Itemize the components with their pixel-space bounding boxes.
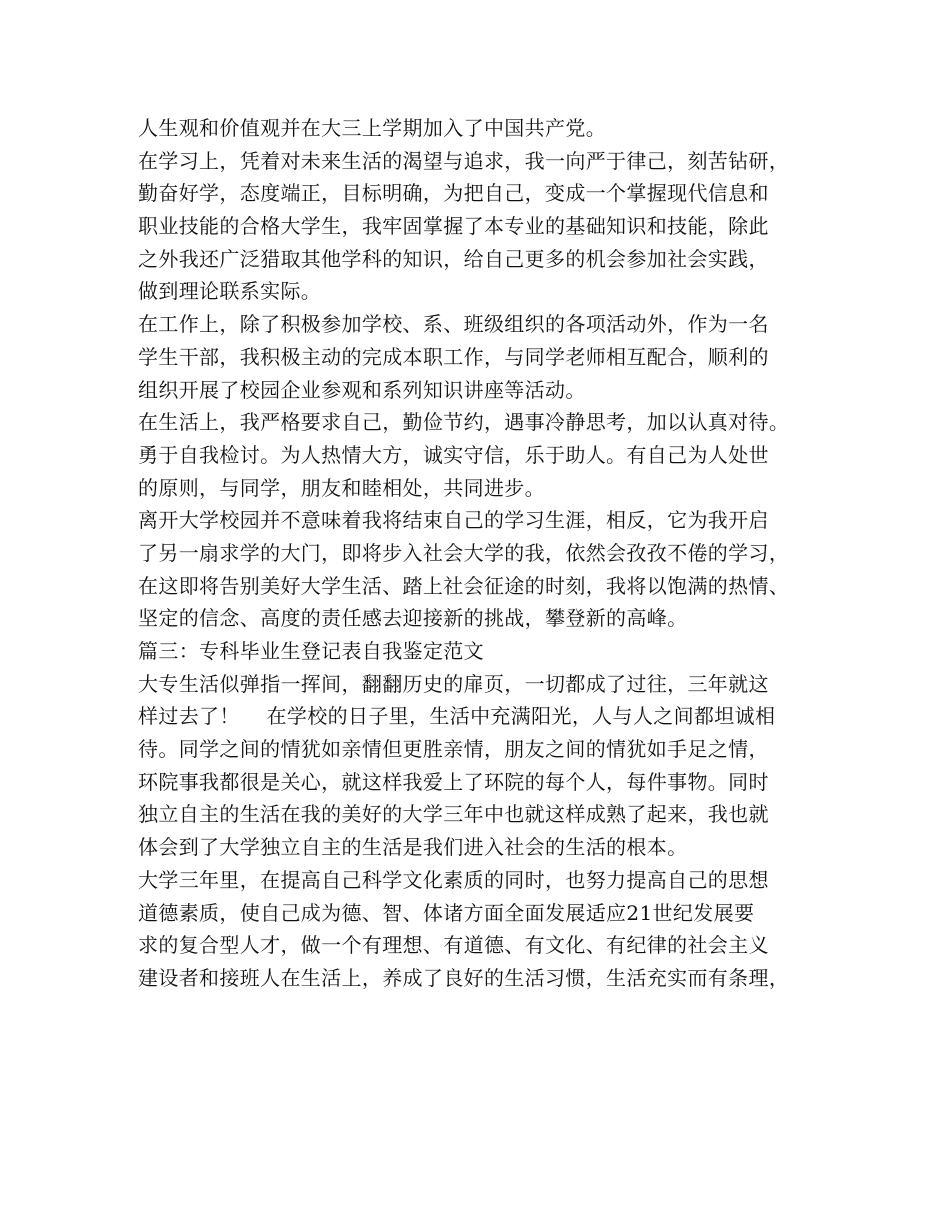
text-line: 了另一扇求学的大门，即将步入社会大学的我，依然会孜孜不倦的学习，: [138, 540, 790, 565]
text-line: 环院事我都很是关心，就这样我爱上了环院的每个人，每件事物。同时: [138, 769, 769, 794]
text-line: 在工作上，除了积极参加学校、系、班级组织的各项活动外，作为一名: [138, 312, 769, 337]
body-text: [138, 112, 838, 995]
text-line: 建设者和接班人在生活上，养成了良好的生活习惯，生活充实而有条理，: [138, 965, 790, 990]
text-line: 勇于自我检讨。为人热情大方，诚实守信，乐于助人。有自己为人处世: [138, 442, 769, 467]
text-line: 在学习上，凭着对未来生活的渴望与追求，我一向严于律己，刻苦钻研，: [138, 148, 790, 173]
text-line: 大学三年里，在提高自己科学文化素质的同时，也努力提高自己的思想: [138, 867, 769, 892]
text-line: 人生观和价值观并在大三上学期加入了中国共产党。: [138, 116, 607, 140]
text-line: 体会到了大学独立自主的生活是我们进入社会的生活的根本。: [138, 835, 688, 860]
text-line: 组织开展了校园企业参观和系列知识讲座等活动。: [138, 377, 586, 402]
text-line: 离开大学校园并不意味着我将结束自己的学习生涯，相反，它为我开启: [138, 508, 769, 533]
section-heading: 篇三：专科毕业生登记表自我鉴定范文: [138, 639, 484, 663]
text-line: 职业技能的合格大学生，我牢固掌握了本专业的基础知识和技能，除此: [138, 214, 769, 239]
text-line: 学生干部，我积极主动的完成本职工作，与同学老师相互配合，顺利的: [138, 344, 769, 369]
text-line: 的原则，与同学，朋友和睦相处，共同进步。: [138, 475, 545, 500]
text-line: 大专生活似弹指一挥间，翻翻历史的扉页，一切都成了过往，三年就这: [138, 671, 769, 696]
text-line: 独立自主的生活在我的美好的大学三年中也就这样成熟了起来，我也就: [138, 802, 769, 827]
text-line: 在这即将告别美好大学生活、踏上社会征途的时刻，我将以饱满的热情、: [138, 573, 790, 598]
text-line: 待。同学之间的情犹如亲情但更胜亲情，朋友之间的情犹如手足之情，: [138, 737, 769, 762]
text-line: 勤奋好学，态度端正，目标明确，为把自己，变成一个掌握现代信息和: [138, 181, 769, 206]
text-line: 样过去了！ 在学校的日子里，生活中充满阳光，人与人之间都坦诚相: [138, 704, 776, 729]
text-line: 做到理论联系实际。: [138, 279, 322, 304]
text-line: 道德素质，使自己成为德、智、体诸方面全面发展适应21世纪发展要: [138, 900, 755, 925]
text-line: 坚定的信念、高度的责任感去迎接新的挑战，攀登新的高峰。: [138, 606, 688, 631]
text-line: 求的复合型人才，做一个有理想、有道德、有文化、有纪律的社会主义: [138, 933, 769, 958]
text-line: 之外我还广泛猎取其他学科的知识，给自己更多的机会参加社会实践，: [138, 246, 769, 271]
text-line: 在生活上，我严格要求自己，勤俭节约，遇事冷静思考，加以认真对待。: [138, 410, 790, 435]
